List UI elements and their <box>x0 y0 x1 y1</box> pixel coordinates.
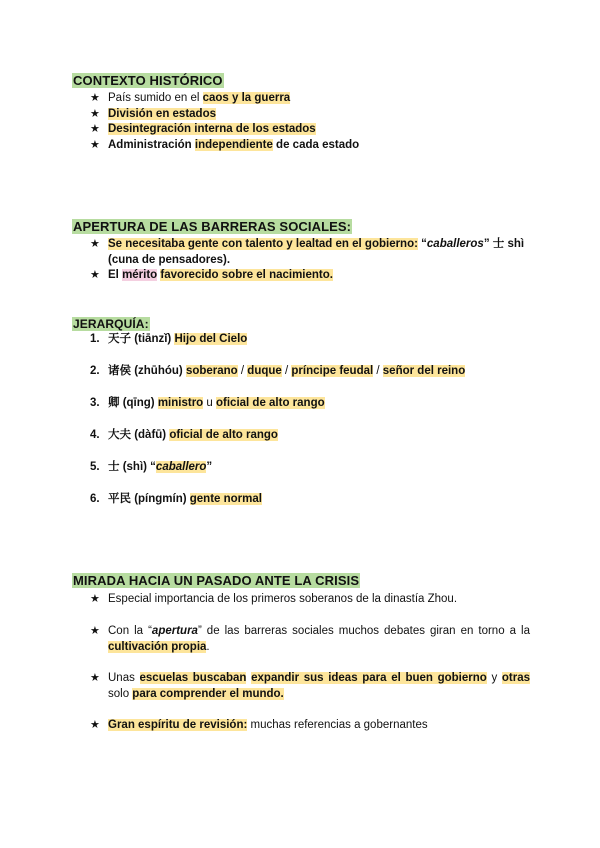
star-bullet-icon: ★ <box>90 92 100 104</box>
list-item: 6. 平民 (píngmín) gente normal <box>90 493 262 505</box>
heading-contexto: CONTEXTO HISTÓRICO <box>73 73 223 88</box>
list-item: ★ País sumido en el caos y la guerra <box>90 91 530 107</box>
list-item: 2. 诸侯 (zhūhóu) soberano / duque / príncipe feudal / señor del reino <box>90 365 466 377</box>
list-item: ★ Desintegración interna de los estados <box>90 122 530 138</box>
list-item: 4. 大夫 (dàfū) oficial de alto rango <box>90 429 278 441</box>
list-jerarquia <box>90 332 530 508</box>
list-item: ★ Unas escuelas buscaban expandir sus ideas para el buen gobierno y otras solo para comprender el mundo. <box>90 672 530 700</box>
star-bullet-icon: ★ <box>90 107 100 120</box>
star-bullet-icon: ★ <box>90 238 100 250</box>
list-item: ★ Especial importancia de los primeros soberanos de la dinastía Zhou. <box>90 592 530 608</box>
list-contexto <box>90 91 530 153</box>
list-item: ★ Gran espíritu de revisión: muchas referencias a gobernantes <box>90 718 530 734</box>
star-bullet-icon: ★ <box>90 269 100 281</box>
heading-mirada: MIRADA HACIA UN PASADO ANTE LA CRISIS <box>73 573 360 588</box>
list-item: 5. 士 (shì) “caballero” <box>90 461 213 473</box>
list-apertura <box>90 237 530 284</box>
list-item: ★ División en estados <box>90 107 530 123</box>
list-item: ★ El mérito favorecido sobre el nacimiento. <box>90 268 530 284</box>
star-bullet-icon: ★ <box>90 625 100 637</box>
star-bullet-icon: ★ <box>90 593 100 605</box>
list-item: 3. 卿 (qīng) ministro u oficial de alto rango <box>90 397 325 409</box>
heading-jerarquia: JERARQUÍA: <box>73 317 149 331</box>
star-bullet-icon: ★ <box>90 719 100 731</box>
star-bullet-icon: ★ <box>90 672 100 684</box>
list-mirada <box>90 592 530 734</box>
star-bullet-icon: ★ <box>90 123 100 135</box>
list-item: 1. 天子 (tiānzǐ) Hijo del Cielo <box>90 333 248 345</box>
list-item: ★ Se necesitaba gente con talento y lealtad en el gobierno: “caballeros” 士 shì (cuna de pensadores). <box>90 238 525 266</box>
star-bullet-icon: ★ <box>90 138 100 151</box>
list-item: ★ Administración independiente de cada estado <box>90 138 530 154</box>
heading-apertura: APERTURA DE LAS BARRERAS SOCIALES: <box>73 219 352 234</box>
list-item: ★ Con la “apertura” de las barreras sociales muchos debates giran en torno a la cultivación propia. <box>90 625 530 653</box>
